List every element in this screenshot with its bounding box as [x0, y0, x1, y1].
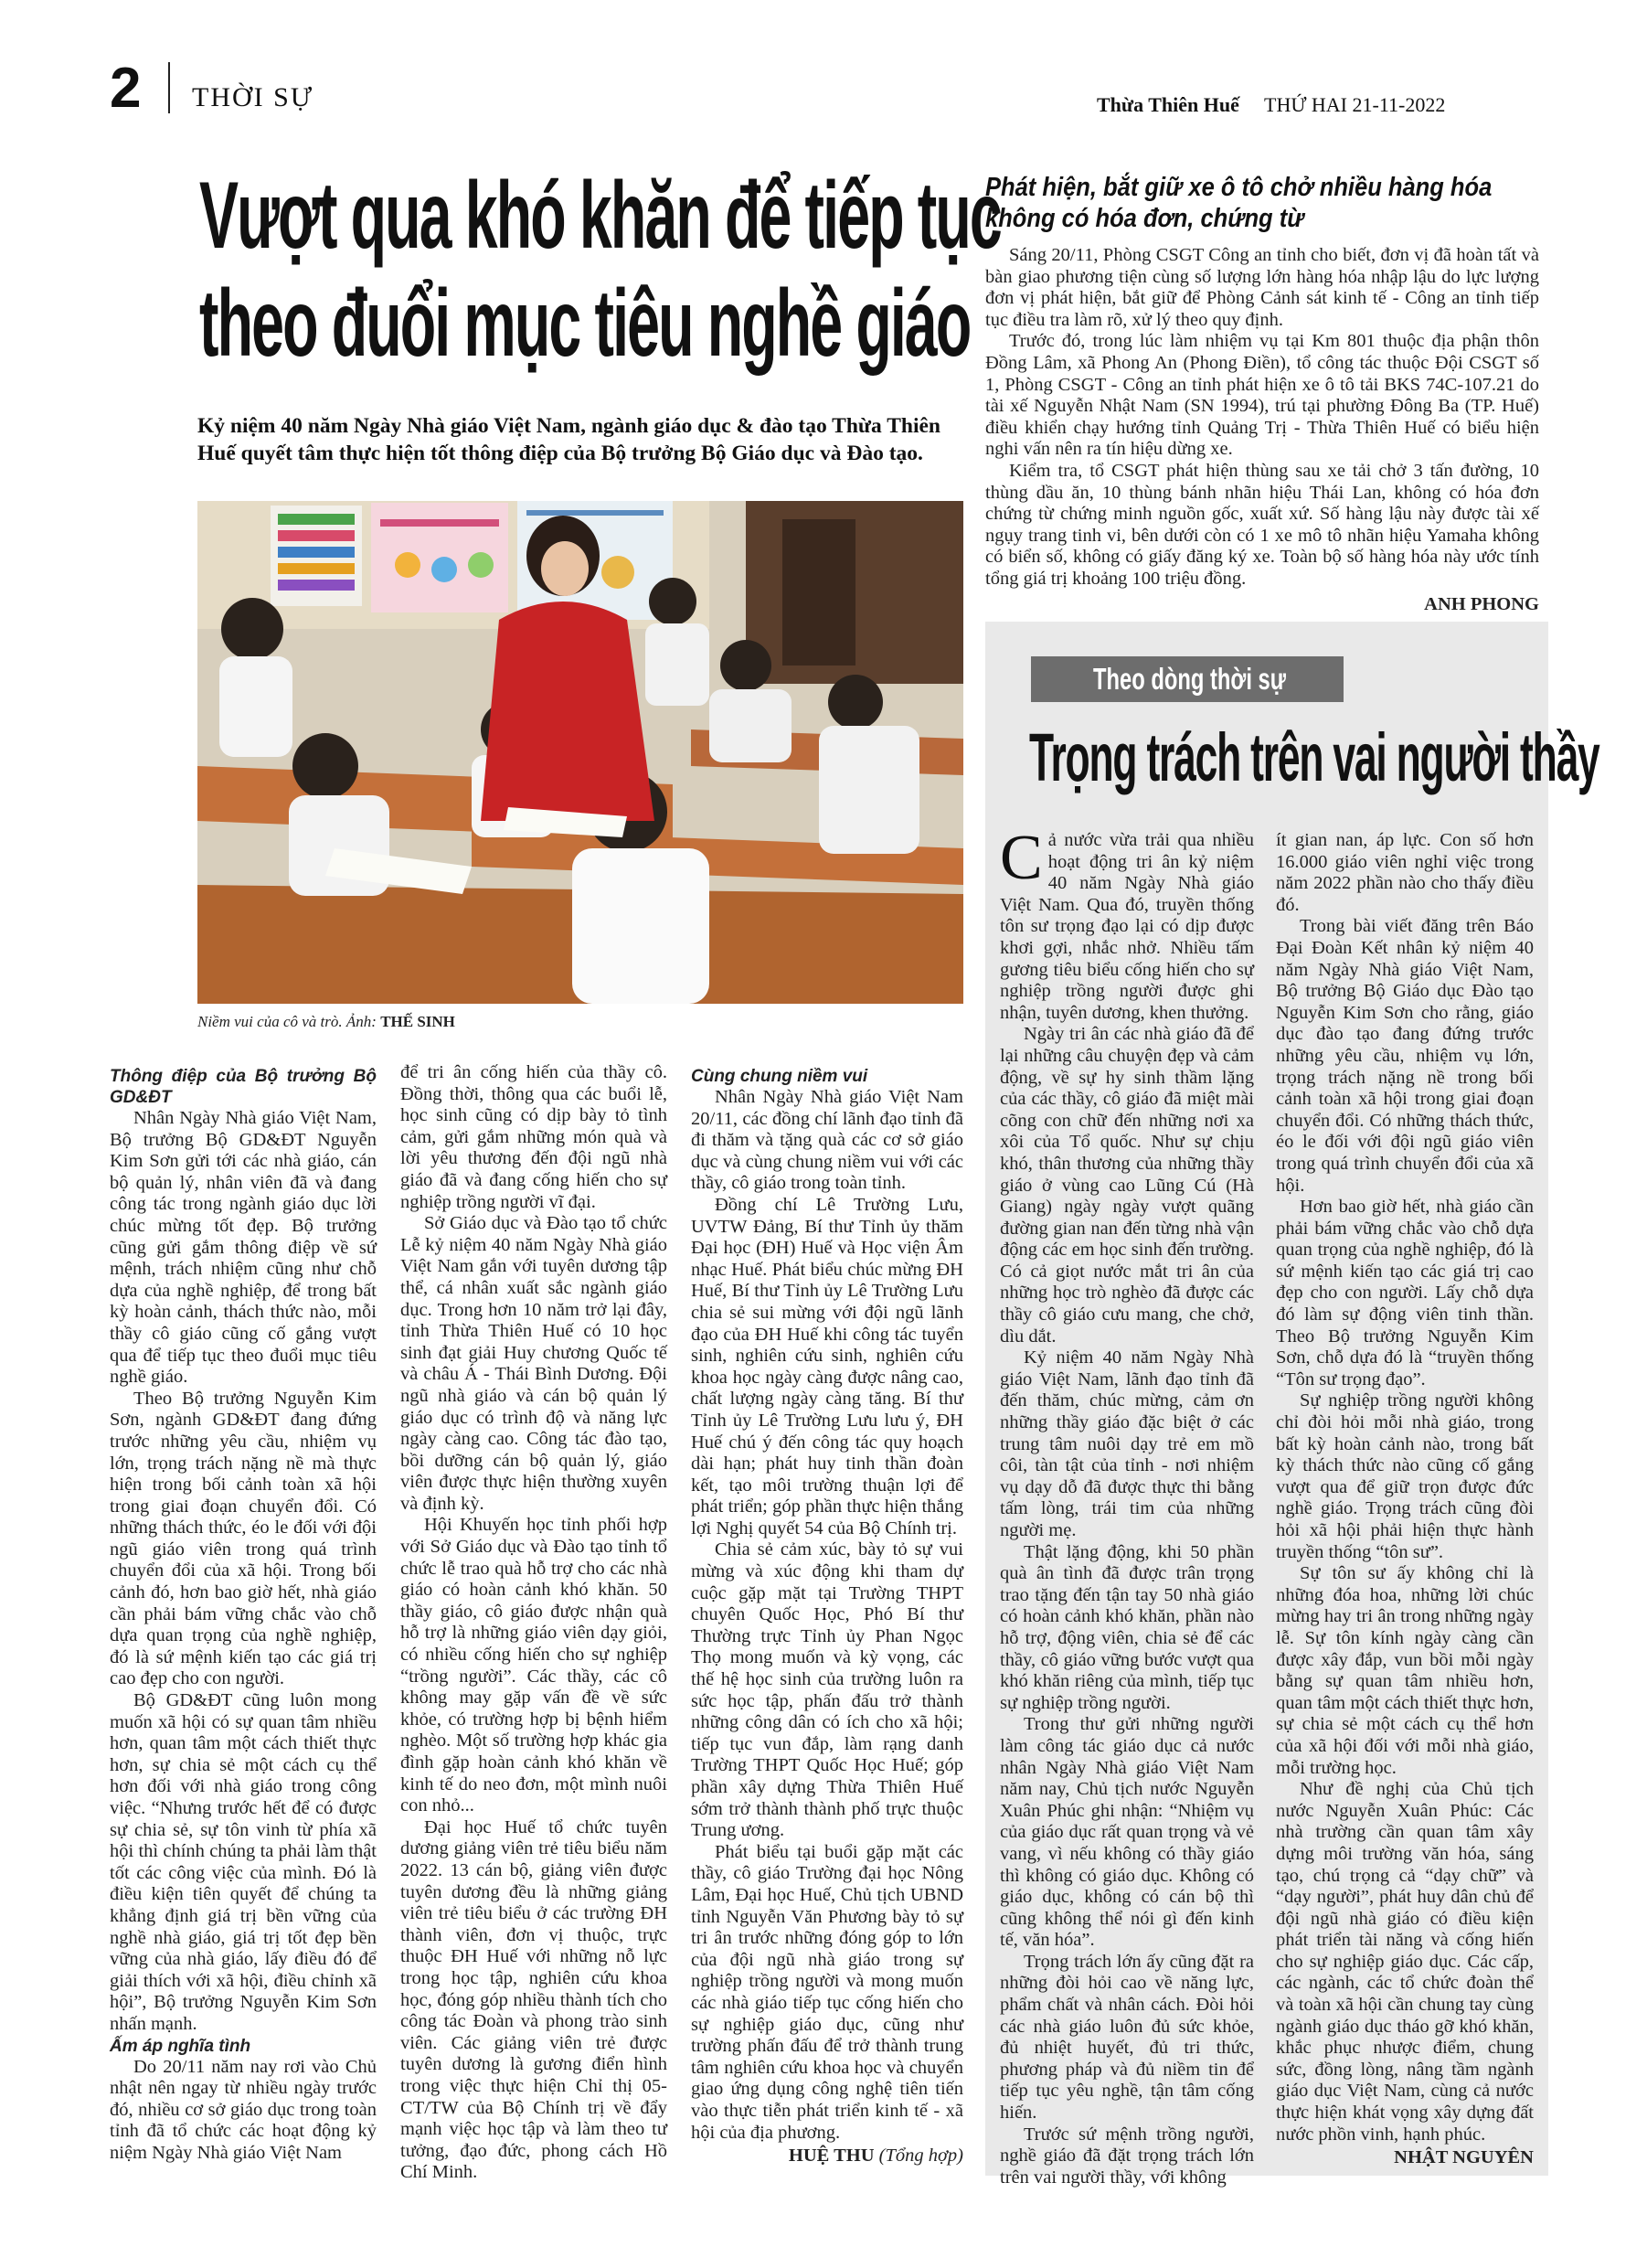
photo-credit: THẾ SINH: [380, 1013, 455, 1030]
side-headline: [985, 172, 1570, 234]
section-title: THỜI SỰ: [192, 82, 314, 112]
issue-date: THỨ HAI 21-11-2022: [1264, 93, 1446, 116]
col1-para4: Do 20/11 năm nay rơi vào Chủ nhật nên ngay từ nhiều ngày trước đó, nhiều cơ sở giáo dục trong toàn tỉnh đã tổ chức các hoạt động kỷ niệm Ngày Nhà giáo Việt Nam: [110, 2056, 377, 2163]
col1-para1: Nhân Ngày Nhà giáo Việt Nam, Bộ trưởng Bộ GD&ĐT Nguyễn Kim Sơn gửi tới các nhà giáo, cán bộ quản lý, nhân viên đã và đang công tác trong ngành giáo dục lời chúc mừng tốt đẹp. Bộ trưởng cũng gửi gắm thông điệp về sứ mệnh, trách nhiệm cũng như chỗ dựa của nghề nghiệp, để trong bất kỳ hoàn cảnh, thách thức nào, mỗi thầy cô giáo cũng cố gắng vượt qua để tiếp tục theo đuổi mục tiêu nghề giáo.: [110, 1108, 377, 1388]
dropcap: C: [1000, 823, 1043, 893]
main-byline: [691, 2146, 963, 2167]
main-headline: [196, 163, 1001, 399]
commentary-byline: NHẬT NGUYÊN: [1394, 2147, 1534, 2168]
classroom-photo: [197, 501, 963, 1004]
main-byline-name: HUỆ THU: [788, 2146, 875, 2167]
col2-para4: Đại học Huế tổ chức tuyên dương giảng viên trẻ tiêu biểu năm 2022. 13 cán bộ, giảng viên được tuyên dương đều là những giảng viên trẻ tiêu biểu ở các trường ĐH thành viên, đơn vị thuộc, trực thuộc ĐH Huế với những nỗ lực trong học tập, nghiên cứu khoa học, đóng góp nhiều thành tích cho công tác Đoàn và phong trào sinh viên. Các giảng viên trẻ được tuyên dương là gương điển hình trong việc thực hiện Chỉ thị 05-CT/TW của Bộ Chính trị về đẩy mạnh việc học tập và làm theo tư tưởng, đạo đức, phong cách Hồ Chí Minh.: [400, 1816, 667, 2183]
commentary-c1-para7: Trước sứ mệnh trồng người, nghề giáo đã đặt trọng trách lớn trên vai người thầy, với không: [1000, 2124, 1254, 2188]
commentary-c1-para2: Ngày tri ân các nhà giáo đã để lại những câu chuyện đẹp và cảm động, về sự hy sinh thầm lặng của các thầy, cô giáo đã miệt mài cõng con chữ đến những nơi xa xôi của Tổ quốc. Như sự chịu khó, thân thương của những thầy giáo ở vùng cao Lũng Cú (Hà Giang) ngày ngày vượt quãng đường gian nan đến từng nhà vận động các em học sinh đến trường. Có cả giọt nước mắt tri ân của những học trò nghèo đã được các thầy cô giáo cưu mang, che chở, dìu dắt.: [1000, 1024, 1254, 1347]
commentary-headline: [1029, 719, 1599, 801]
commentary-c2-para1: ít gian nan, áp lực. Con số hơn 16.000 giáo viên nghỉ việc trong năm 2022 phần nào cho thấy điều đó.: [1276, 830, 1534, 915]
commentary-c2-para3: Hơn bao giờ hết, nhà giáo cần phải bám vững chắc vào chỗ dựa quan trọng của nghề nghiệp, đó là sứ mệnh kiến tạo các giá trị cao đẹp cho con người. Lấy chỗ dựa đó làm sự động viên tinh thần. Theo Bộ trưởng Nguyễn Kim Sơn, chỗ dựa đó là “truyền thống “Tôn sư trọng đạo”.: [1276, 1197, 1534, 1390]
commentary-label-text: Theo dòng thời sự: [1093, 662, 1286, 696]
main-article-col3: [691, 1066, 963, 2167]
main-byline-role: (Tổng hợp): [878, 2146, 963, 2167]
col3-para3: Chia sẻ cảm xúc, bày tỏ sự vui mừng và xúc động khi tham dự cuộc gặp mặt tại Trường THPT chuyên Quốc Học, Phó Bí thư Thường trực Tỉnh ủy Phan Ngọc Thọ mong muốn và kỳ vọng, các thế hệ học sinh của trường luôn ra sức học tập, phấn đấu trở thành những công dân có ích cho xã hội; tiếp tục vun đắp, làm rạng danh Trường THPT Quốc Học Huế; góp phần xây dựng Thừa Thiên Huế sớm trở thành thành phố trực thuộc Trung ương.: [691, 1539, 963, 1841]
classroom-photo-illustration: [197, 501, 963, 1004]
col3-para2: Đồng chí Lê Trường Lưu, UVTW Đảng, Bí thư Tỉnh ủy thăm Đại học (ĐH) Huế và Học viện Âm nhạc Huế. Phát biểu chúc mừng ĐH Huế, Bí thư Tỉnh ủy Lê Trường Lưu chia sẻ sui mừng với đội ngũ lãnh đạo của ĐH Huế khi công tác tuyển sinh, nghiên cứu sinh, nghiên cứu khoa học ngày càng được nâng cao, chất lượng ngày càng tăng. Bí thư Tỉnh ủy Lê Trường Lưu lưu ý, ĐH Huế chú ý đến công tác quy hoạch dài hạn; phát huy tinh thần đoàn kết, tạo môi trường thuận lợi để phát triển; góp phần thực hiện thắng lợi Nghị quyết 54 của Bộ Chính trị.: [691, 1194, 963, 1539]
commentary-c1-para1-text: ả nước vừa trải qua nhiều hoạt động tri ân kỷ niệm 40 năm Ngày Nhà giáo Việt Nam. Qua đó, truyền thống tôn sư trọng đạo lại có dịp được khơi gợi, nhắc nhở. Nhiều tấm gương tiêu biểu cống hiến cho sự nghiệp trồng người được ghi nhận, tuyên dương, khen thưởng.: [1000, 830, 1254, 1023]
commentary-c1-para4: Thật lặng động, khi 50 phần quà ân tình đã được trân trọng trao tặng đến tận tay 50 nhà giáo có hoàn cảnh khó khăn, phần nào hỗ trợ, động viên, chia sẻ để các thầy, cô giáo vững bước vượt qua khó khăn riêng của mình, tiếp tục sự nghiệp trồng người.: [1000, 1541, 1254, 1713]
commentary-col1: [1000, 823, 1254, 2188]
side-byline: ANH PHONG: [1424, 593, 1539, 614]
commentary-c2-para2: Trong bài viết đăng trên Báo Đại Đoàn Kết nhân kỷ niệm 40 năm Ngày Nhà giáo Việt Nam, Bộ trưởng Bộ Giáo dục Đào tạo Nguyễn Kim Sơn cho rằng, giáo dục đào tạo đang đứng trước những yêu cầu, nhiệm vụ lớn, trọng trách nặng nề trong bối cảnh toàn xã hội trong giai đoạn chuyển đổi. Có những thách thức, éo le đối với đội ngũ giáo viên trong quá trình chuyển đổi của xã hội.: [1276, 916, 1534, 1196]
commentary-c2-para4: Sự nghiệp trồng người không chỉ đòi hỏi mỗi nhà giáo, trong bất kỳ hoàn cảnh nào, trong bất kỳ thách thức nào cũng cố gắng vượt qua để giữ trọn được đức nghề giáo. Trọng trách cũng đòi hỏi xã hội phải hiện thực hành truyền thống “tôn sư”.: [1276, 1390, 1534, 1562]
col2-para3: Hội Khuyến học tỉnh phối hợp với Sở Giáo dục và Đào tạo tỉnh tổ chức lễ trao quà hỗ trợ cho các nhà giáo có hoàn cảnh khó khăn. 50 thầy giáo, cô giáo được nhận quà hỗ trợ là những giáo viên dạy giỏi, có nhiều cống hiến cho sự nghiệp “trồng người”. Các thầy, các cô không may gặp vấn đề về sức khỏe, có trường hợp bị bệnh hiểm nghèo. Một số trường hợp khác gia đình gặp hoàn cảnh khó khăn về kinh tế do neo đơn, một mình nuôi con nhỏ...: [400, 1515, 667, 1816]
main-article-col2: [400, 1062, 667, 2184]
page-header: [110, 55, 1554, 128]
main-headline-line2: theo đuổi mục tiêu nghề giáo: [199, 271, 971, 377]
main-lead: Kỷ niệm 40 năm Ngày Nhà giáo Việt Nam, ngành giáo dục & đào tạo Thừa Thiên Huế quyết tâm thực hiện tốt thông điệp của Bộ trưởng Bộ Giáo dục và Đào tạo.: [197, 414, 940, 465]
side-article-body: [985, 245, 1539, 615]
subhead-cung-chung: Cùng chung niềm vui: [691, 1067, 868, 1086]
commentary-c1-para3: Kỷ niệm 40 năm Ngày Nhà giáo Việt Nam, lãnh đạo tỉnh đã đến thăm, chúc mừng, cảm ơn những thầy giáo đặc biệt ở các trung tâm nuôi dạy trẻ em mồ côi, tàn tật của tỉnh - nơi nhiệm vụ dạy dỗ đã được thực thi bằng tấm lòng, trái tim của những người mẹ.: [1000, 1347, 1254, 1540]
main-article-col1: [110, 1066, 377, 2165]
side-para3: Kiểm tra, tổ CSGT phát hiện thùng sau xe tải chở 3 tấn đường, 10 thùng dầu ăn, 10 thùng bánh nhãn hiệu Thái Lan, không có hóa đơn chứng từ chứng minh nguồn gốc, xuất xứ. Số hàng lậu này được tài xế ngụy trang tinh vi, bên dưới còn có 1 xe mô tô nhãn hiệu Yamaha không có biển số, không có giấy đăng ký xe. Toàn bộ số hàng hóa này ước tính tổng giá trị khoảng 100 triệu đồng.: [985, 460, 1539, 589]
main-headline-line1: Vượt qua khó khăn để tiếp tục: [199, 163, 1001, 269]
header-divider: [168, 62, 170, 113]
side-headline-line1: Phát hiện, bắt giữ xe ô tô chở nhiều hàng hóa: [985, 173, 1493, 202]
col2-para2: Sở Giáo dục và Đào tạo tổ chức Lễ kỷ niệm 40 năm Ngày Nhà giáo Việt Nam gắn với tuyên dương tập thể, cá nhân xuất sắc ngành giáo dục. Trong hơn 10 năm trở lại đây, tỉnh Thừa Thiên Huế có 10 học sinh đạt giải Huy chương Quốc tế và châu Á - Thái Bình Dương. Đội ngũ nhà giáo và cán bộ quản lý giáo dục có trình độ và năng lực ngày càng cao. Công tác đào tạo, bồi dưỡng cán bộ quản lý, giáo viên được thực hiện thường xuyên và định kỳ.: [400, 1213, 667, 1514]
commentary-headline-text: Trọng trách trên vai người thầy: [1029, 719, 1599, 795]
side-para2: Trước đó, trong lúc làm nhiệm vụ tại Km 801 thuộc địa phận thôn Đồng Lâm, xã Phong An (Phong Điền), tổ công tác thuộc Đội CSGT số 1, Phòng CSGT - Công an tỉnh phát hiện xe ô tô tải BKS 74C-107.21 do tài xế Nguyễn Nhật Nam (SN 1994), trú tại phường Đông Ba (TP. Huế) điều khiển chạy hướng tỉnh Quảng Trị - Thừa Thiên Huế có biểu hiện nghi vấn nên ra tín hiệu dừng xe.: [985, 331, 1539, 460]
col3-para1: Nhân Ngày Nhà giáo Việt Nam 20/11, các đồng chí lãnh đạo tỉnh đã đi thăm và tặng quà các cơ sở giáo dục và cùng chung niềm vui với các thầy, cô giáo trong toàn tỉnh.: [691, 1087, 963, 1194]
col1-para3: Bộ GD&ĐT cũng luôn mong muốn xã hội có sự quan tâm nhiều hơn, quan tâm một cách thiết thực hơn, sự chia sẻ một cách cụ thể hơn đối với nhà giáo trong công việc. “Nhưng trước hết để có được sự chia sẻ, sự tôn vinh từ phía xã hội thì chính chúng ta phải làm thật tốt các công việc của mình. Đó là điều kiện tiên quyết để chúng ta khẳng định giá trị bền vững của nghề nhà giáo, giá trị tốt đẹp bền vững của nhà giáo, lấy điều đó để giải thích với xã hội, điều chỉnh xã hội”, Bộ trưởng Nguyễn Kim Sơn nhấn mạnh.: [110, 1690, 377, 2034]
commentary-c2-para6: Như đề nghị của Chủ tịch nước Nguyễn Xuân Phúc: Các nhà trường cần quan tâm xây dựng môi trường văn hóa, sáng tạo, chú trọng cả “dạy chữ” và “dạy người”, phát huy dân chủ để đội ngũ nhà giáo có điều kiện phát triển tài năng và cống hiến cho sự nghiệp giáo dục. Các cấp, các ngành, các tổ chức đoàn thể và toàn xã hội cần chung tay cùng ngành giáo dục tháo gỡ khó khăn, khắc phục nhược điểm, chung sức, đồng lòng, nâng tầm ngành giáo dục Việt Nam, cùng cả nước thực hiện khát vọng xây dựng đất nước phồn vinh, hạnh phúc.: [1276, 1779, 1534, 2145]
col3-para4: Phát biểu tại buổi gặp mặt các thầy, cô giáo Trường đại học Nông Lâm, Đại học Huế, Chủ tịch UBND tỉnh Nguyễn Văn Phương bày tỏ sự tri ân trước những đóng góp to lớn của đội ngũ nhà giáo trong sự nghiệp trồng người và mong muốn các nhà giáo tiếp tục cống hiến cho sự nghiệp giáo dục, cũng như trường phấn đấu để trở thành trung tâm nghiên cứu khoa học và chuyển giao ứng dụng công nghệ tiên tiến vào thực tiễn phát triển kinh tế - xã hội của địa phương.: [691, 1841, 963, 2143]
commentary-c1-para5: Trong thư gửi những người làm công tác giáo dục cả nước nhân Ngày Nhà giáo Việt Nam năm nay, Chủ tịch nước Nguyễn Xuân Phúc ghi nhận: “Nhiệm vụ của giáo dục rất quan trọng và vẻ vang, vì nếu không có thầy giáo thì không có giáo dục. Không có giáo dục, không có cán bộ thì cũng không thể nói gì đến kinh tế, văn hóa”.: [1000, 1714, 1254, 1951]
subhead-am-ap: Ấm áp nghĩa tình: [110, 2036, 251, 2056]
subhead-thong-diep: Thông điệp của Bộ trưởng Bộ GD&ĐT: [110, 1067, 377, 1107]
page-number: 2: [110, 57, 142, 120]
paper-name: Thừa Thiên Huế: [1097, 93, 1239, 116]
commentary-c2-para5: Sự tôn sư ấy không chỉ là những đóa hoa, những lời chúc mừng hay tri ân trong những ngày lễ. Sự tôn kính ngày càng cần được xây đắp, vun bồi mỗi ngày bằng sự quan tâm nhiều hơn, quan tâm một cách thiết thực hơn, sự chia sẻ một cách cụ thể hơn của xã hội đối với mỗi nhà giáo, mỗi trường học.: [1276, 1563, 1534, 1778]
photo-caption: [197, 1013, 963, 1031]
commentary-col2: [1276, 830, 1534, 2169]
side-para1: Sáng 20/11, Phòng CSGT Công an tỉnh cho biết, đơn vị đã hoàn tất và bàn giao phương tiện cùng số lượng lớn hàng hóa nhập lậu do lực lượng đơn vị phát hiện, bắt giữ để Phòng Cảnh sát kinh tế - Công an tỉnh tiếp tục điều tra làm rõ, xử lý theo quy định.: [985, 245, 1539, 330]
side-headline-line2: không có hóa đơn, chứng từ: [985, 204, 1304, 233]
col2-para1: để tri ân cống hiến của thầy cô. Đồng thời, thông qua các buổi lễ, học sinh cũng có dịp bày tỏ tình cảm, gửi gắm những món quà và lời yêu thương đến đội ngũ nhà giáo đã và đang cống hiến cho sự nghiệp trồng người vĩ đại.: [400, 1062, 667, 1212]
commentary-label: [1031, 656, 1344, 702]
commentary-c1-para1: [1000, 823, 1254, 1024]
col1-para2: Theo Bộ trưởng Nguyễn Kim Sơn, ngành GD&ĐT đang đứng trước những yêu cầu, nhiệm vụ lớn, trọng trách nặng nề mà thực hiện trong bối cảnh toàn xã hội trong giai đoạn chuyển đổi. Có những thách thức, éo le đối với đội ngũ giáo viên trong quá trình chuyển đổi của xã hội. Trong bối cảnh đó, hơn bao giờ hết, nhà giáo cần phải bám vững chắc vào chỗ dựa quan trọng của nghề nghiệp, đó là sứ mệnh kiến tạo các giá trị cao đẹp cho con người.: [110, 1388, 377, 1689]
photo-caption-text: Niềm vui của cô và trò. Ảnh:: [197, 1013, 381, 1030]
commentary-c1-para6: Trọng trách lớn ấy cũng đặt ra những đòi hỏi cao về năng lực, phẩm chất và nhân cách. Đòi hỏi các nhà giáo luôn đủ sức khỏe, đủ nhiệt huyết, đủ tri thức, phương pháp và đủ niềm tin để tiếp tục yêu nghề, tận tâm cống hiến.: [1000, 1951, 1254, 2124]
